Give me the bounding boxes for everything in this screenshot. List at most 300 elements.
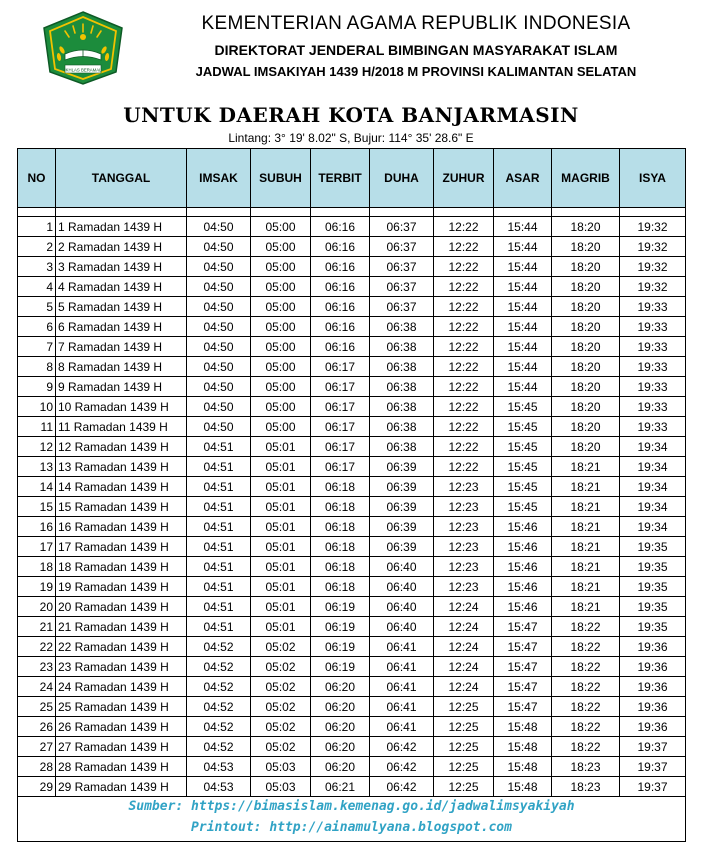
cell-magrib: 18:20 [552, 217, 620, 237]
cell-imsak: 04:50 [187, 377, 251, 397]
table-row [18, 257, 686, 277]
cell-zuhur: 12:22 [434, 377, 494, 397]
cell-tanggal: 17 Ramadan 1439 H [56, 537, 187, 557]
col-header: IMSAK [187, 149, 251, 208]
cell-isya: 19:35 [620, 577, 686, 597]
cell-duha: 06:37 [370, 297, 434, 317]
cell-imsak: 04:51 [187, 457, 251, 477]
cell-no: 25 [18, 697, 56, 717]
cell-tanggal: 21 Ramadan 1439 H [56, 617, 187, 637]
cell-imsak: 04:52 [187, 717, 251, 737]
cell-tanggal: 24 Ramadan 1439 H [56, 677, 187, 697]
cell-asar: 15:44 [494, 257, 552, 277]
cell-no: 3 [18, 257, 56, 277]
schedule-title: JADWAL IMSAKIYAH 1439 H/2018 M PROVINSI KALIMANTAN SELATAN [195, 64, 637, 79]
cell-no: 12 [18, 437, 56, 457]
cell-duha: 06:40 [370, 577, 434, 597]
col-header: DUHA [370, 149, 434, 208]
table-row [18, 657, 686, 677]
cell-no: 2 [18, 237, 56, 257]
cell-subuh: 05:01 [251, 437, 311, 457]
printout-link[interactable]: Printout: http://ainamulyana.blogspot.com [191, 820, 512, 835]
cell-isya: 19:34 [620, 477, 686, 497]
table-row [18, 377, 686, 397]
cell-imsak: 04:50 [187, 297, 251, 317]
cell-asar: 15:44 [494, 377, 552, 397]
cell-isya: 19:35 [620, 557, 686, 577]
cell-imsak: 04:51 [187, 557, 251, 577]
cell-terbit: 06:18 [311, 577, 370, 597]
cell-isya: 19:34 [620, 517, 686, 537]
cell-zuhur: 12:22 [434, 237, 494, 257]
table-row [18, 237, 686, 257]
cell-tanggal: 26 Ramadan 1439 H [56, 717, 187, 737]
cell-tanggal: 8 Ramadan 1439 H [56, 357, 187, 377]
cell-duha: 06:37 [370, 257, 434, 277]
cell-subuh: 05:02 [251, 717, 311, 737]
cell-asar: 15:46 [494, 537, 552, 557]
cell-asar: 15:46 [494, 557, 552, 577]
cell-subuh: 05:02 [251, 737, 311, 757]
table-row [18, 737, 686, 757]
cell-duha: 06:41 [370, 697, 434, 717]
cell-tanggal: 12 Ramadan 1439 H [56, 437, 187, 457]
table-row [18, 417, 686, 437]
cell-subuh: 05:00 [251, 337, 311, 357]
cell-zuhur: 12:25 [434, 697, 494, 717]
cell-asar: 15:45 [494, 457, 552, 477]
cell-subuh: 05:00 [251, 417, 311, 437]
cell-subuh: 05:00 [251, 357, 311, 377]
cell-zuhur: 12:25 [434, 777, 494, 797]
cell-terbit: 06:18 [311, 477, 370, 497]
cell-duha: 06:39 [370, 477, 434, 497]
cell-duha: 06:37 [370, 277, 434, 297]
cell-no: 18 [18, 557, 56, 577]
cell-tanggal: 29 Ramadan 1439 H [56, 777, 187, 797]
cell-isya: 19:32 [620, 257, 686, 277]
cell-asar: 15:48 [494, 757, 552, 777]
cell-magrib: 18:23 [552, 777, 620, 797]
cell-isya: 19:33 [620, 377, 686, 397]
cell-imsak: 04:50 [187, 277, 251, 297]
cell-zuhur: 12:22 [434, 397, 494, 417]
cell-magrib: 18:22 [552, 677, 620, 697]
cell-isya: 19:36 [620, 697, 686, 717]
table-row [18, 597, 686, 617]
cell-zuhur: 12:22 [434, 297, 494, 317]
cell-tanggal: 23 Ramadan 1439 H [56, 657, 187, 677]
cell-imsak: 04:51 [187, 577, 251, 597]
cell-terbit: 06:16 [311, 277, 370, 297]
col-header: ISYA [620, 149, 686, 208]
cell-asar: 15:47 [494, 617, 552, 637]
table-row [18, 217, 686, 237]
cell-imsak: 04:51 [187, 477, 251, 497]
cell-magrib: 18:20 [552, 437, 620, 457]
cell-duha: 06:38 [370, 337, 434, 357]
cell-terbit: 06:18 [311, 517, 370, 537]
cell-terbit: 06:20 [311, 757, 370, 777]
cell-duha: 06:39 [370, 457, 434, 477]
cell-imsak: 04:53 [187, 777, 251, 797]
cell-terbit: 06:17 [311, 437, 370, 457]
cell-tanggal: 27 Ramadan 1439 H [56, 737, 187, 757]
cell-imsak: 04:52 [187, 677, 251, 697]
cell-no: 26 [18, 717, 56, 737]
table-row [18, 457, 686, 477]
cell-zuhur: 12:25 [434, 757, 494, 777]
cell-terbit: 06:16 [311, 337, 370, 357]
cell-terbit: 06:20 [311, 677, 370, 697]
table-row [18, 297, 686, 317]
cell-zuhur: 12:22 [434, 357, 494, 377]
cell-terbit: 06:16 [311, 297, 370, 317]
cell-imsak: 04:50 [187, 257, 251, 277]
cell-terbit: 06:16 [311, 317, 370, 337]
cell-imsak: 04:50 [187, 357, 251, 377]
cell-asar: 15:46 [494, 597, 552, 617]
cell-tanggal: 2 Ramadan 1439 H [56, 237, 187, 257]
cell-no: 14 [18, 477, 56, 497]
cell-duha: 06:42 [370, 737, 434, 757]
cell-no: 17 [18, 537, 56, 557]
cell-subuh: 05:01 [251, 457, 311, 477]
cell-isya: 19:37 [620, 757, 686, 777]
cell-zuhur: 12:24 [434, 617, 494, 637]
cell-asar: 15:46 [494, 577, 552, 597]
cell-no: 10 [18, 397, 56, 417]
cell-tanggal: 7 Ramadan 1439 H [56, 337, 187, 357]
cell-tanggal: 10 Ramadan 1439 H [56, 397, 187, 417]
cell-asar: 15:45 [494, 417, 552, 437]
cell-duha: 06:37 [370, 217, 434, 237]
cell-duha: 06:38 [370, 357, 434, 377]
cell-subuh: 05:02 [251, 697, 311, 717]
cell-tanggal: 3 Ramadan 1439 H [56, 257, 187, 277]
cell-no: 19 [18, 577, 56, 597]
cell-asar: 15:44 [494, 237, 552, 257]
cell-subuh: 05:00 [251, 257, 311, 277]
table-row [18, 357, 686, 377]
cell-subuh: 05:02 [251, 677, 311, 697]
cell-no: 15 [18, 497, 56, 517]
cell-subuh: 05:01 [251, 577, 311, 597]
cell-isya: 19:36 [620, 677, 686, 697]
cell-no: 5 [18, 297, 56, 317]
table-row [18, 637, 686, 657]
cell-isya: 19:32 [620, 217, 686, 237]
directorate-title: DIREKTORAT JENDERAL BIMBINGAN MASYARAKAT ISLAM [214, 42, 618, 58]
cell-subuh: 05:00 [251, 217, 311, 237]
cell-asar: 15:46 [494, 517, 552, 537]
cell-magrib: 18:20 [552, 377, 620, 397]
cell-zuhur: 12:24 [434, 597, 494, 617]
cell-terbit: 06:20 [311, 717, 370, 737]
cell-subuh: 05:01 [251, 597, 311, 617]
cell-magrib: 18:20 [552, 317, 620, 337]
cell-duha: 06:41 [370, 637, 434, 657]
col-header: SUBUH [251, 149, 311, 208]
cell-imsak: 04:51 [187, 597, 251, 617]
cell-no: 7 [18, 337, 56, 357]
cell-tanggal: 18 Ramadan 1439 H [56, 557, 187, 577]
cell-duha: 06:40 [370, 557, 434, 577]
cell-duha: 06:38 [370, 397, 434, 417]
kemenag-logo [38, 10, 128, 86]
cell-asar: 15:47 [494, 697, 552, 717]
cell-imsak: 04:50 [187, 217, 251, 237]
cell-subuh: 05:02 [251, 637, 311, 657]
col-header: ZUHUR [434, 149, 494, 208]
footer-row [18, 797, 686, 842]
table-row [18, 497, 686, 517]
cell-isya: 19:33 [620, 397, 686, 417]
cell-magrib: 18:21 [552, 497, 620, 517]
cell-terbit: 06:20 [311, 737, 370, 757]
cell-asar: 15:47 [494, 657, 552, 677]
coordinates: Lintang: 3° 19' 8.02" S, Bujur: 114° 35' 28.6" E [228, 131, 474, 145]
cell-subuh: 05:01 [251, 617, 311, 637]
table-row [18, 617, 686, 637]
cell-asar: 15:45 [494, 477, 552, 497]
cell-subuh: 05:00 [251, 397, 311, 417]
cell-no: 27 [18, 737, 56, 757]
cell-tanggal: 4 Ramadan 1439 H [56, 277, 187, 297]
cell-duha: 06:37 [370, 237, 434, 257]
cell-imsak: 04:53 [187, 757, 251, 777]
cell-magrib: 18:21 [552, 517, 620, 537]
cell-no: 4 [18, 277, 56, 297]
col-header: MAGRIB [552, 149, 620, 208]
cell-asar: 15:44 [494, 357, 552, 377]
cell-imsak: 04:50 [187, 337, 251, 357]
cell-no: 22 [18, 637, 56, 657]
cell-isya: 19:35 [620, 617, 686, 637]
table-row [18, 517, 686, 537]
cell-terbit: 06:17 [311, 377, 370, 397]
cell-asar: 15:48 [494, 717, 552, 737]
cell-duha: 06:38 [370, 437, 434, 457]
cell-no: 1 [18, 217, 56, 237]
cell-zuhur: 12:24 [434, 657, 494, 677]
cell-asar: 15:45 [494, 497, 552, 517]
cell-imsak: 04:51 [187, 617, 251, 637]
cell-isya: 19:36 [620, 717, 686, 737]
cell-duha: 06:42 [370, 757, 434, 777]
cell-asar: 15:44 [494, 217, 552, 237]
cell-magrib: 18:21 [552, 537, 620, 557]
cell-subuh: 05:01 [251, 497, 311, 517]
region-title: UNTUK DAERAH KOTA BANJARMASIN [123, 103, 579, 127]
cell-imsak: 04:50 [187, 317, 251, 337]
cell-imsak: 04:52 [187, 657, 251, 677]
cell-duha: 06:38 [370, 377, 434, 397]
cell-zuhur: 12:23 [434, 477, 494, 497]
ministry-title: KEMENTERIAN AGAMA REPUBLIK INDONESIA [201, 13, 631, 34]
cell-no: 21 [18, 617, 56, 637]
cell-no: 24 [18, 677, 56, 697]
cell-subuh: 05:02 [251, 657, 311, 677]
cell-imsak: 04:52 [187, 637, 251, 657]
cell-zuhur: 12:22 [434, 257, 494, 277]
cell-magrib: 18:20 [552, 297, 620, 317]
cell-terbit: 06:21 [311, 777, 370, 797]
cell-magrib: 18:20 [552, 277, 620, 297]
cell-isya: 19:33 [620, 357, 686, 377]
logo-motto: IKHLAS BERAMAL [64, 67, 102, 73]
cell-asar: 15:44 [494, 277, 552, 297]
cell-no: 6 [18, 317, 56, 337]
cell-tanggal: 22 Ramadan 1439 H [56, 637, 187, 657]
cell-tanggal: 25 Ramadan 1439 H [56, 697, 187, 717]
cell-subuh: 05:01 [251, 477, 311, 497]
cell-no: 28 [18, 757, 56, 777]
spacer-row [18, 208, 686, 217]
cell-subuh: 05:00 [251, 317, 311, 337]
cell-zuhur: 12:22 [434, 337, 494, 357]
cell-zuhur: 12:22 [434, 457, 494, 477]
cell-duha: 06:39 [370, 537, 434, 557]
cell-asar: 15:48 [494, 737, 552, 757]
cell-imsak: 04:51 [187, 437, 251, 457]
table-row [18, 477, 686, 497]
cell-isya: 19:33 [620, 317, 686, 337]
cell-tanggal: 28 Ramadan 1439 H [56, 757, 187, 777]
table-row [18, 717, 686, 737]
col-header: ASAR [494, 149, 552, 208]
table-row [18, 557, 686, 577]
cell-duha: 06:39 [370, 517, 434, 537]
table-row [18, 677, 686, 697]
cell-imsak: 04:51 [187, 537, 251, 557]
cell-subuh: 05:01 [251, 537, 311, 557]
cell-imsak: 04:52 [187, 697, 251, 717]
cell-magrib: 18:22 [552, 737, 620, 757]
table-row [18, 437, 686, 457]
cell-magrib: 18:22 [552, 717, 620, 737]
cell-imsak: 04:50 [187, 237, 251, 257]
cell-duha: 06:42 [370, 777, 434, 797]
cell-tanggal: 5 Ramadan 1439 H [56, 297, 187, 317]
cell-no: 29 [18, 777, 56, 797]
cell-zuhur: 12:22 [434, 277, 494, 297]
col-header: TERBIT [311, 149, 370, 208]
cell-no: 13 [18, 457, 56, 477]
cell-magrib: 18:21 [552, 477, 620, 497]
cell-no: 23 [18, 657, 56, 677]
cell-duha: 06:39 [370, 497, 434, 517]
cell-magrib: 18:20 [552, 397, 620, 417]
cell-zuhur: 12:22 [434, 317, 494, 337]
cell-tanggal: 9 Ramadan 1439 H [56, 377, 187, 397]
cell-zuhur: 12:25 [434, 717, 494, 737]
cell-zuhur: 12:24 [434, 637, 494, 657]
cell-subuh: 05:03 [251, 777, 311, 797]
cell-tanggal: 1 Ramadan 1439 H [56, 217, 187, 237]
cell-magrib: 18:21 [552, 457, 620, 477]
cell-terbit: 06:17 [311, 357, 370, 377]
cell-zuhur: 12:22 [434, 437, 494, 457]
table-row [18, 577, 686, 597]
cell-asar: 15:47 [494, 637, 552, 657]
cell-magrib: 18:23 [552, 757, 620, 777]
cell-tanggal: 6 Ramadan 1439 H [56, 317, 187, 337]
cell-isya: 19:37 [620, 737, 686, 757]
cell-terbit: 06:17 [311, 397, 370, 417]
cell-terbit: 06:18 [311, 497, 370, 517]
cell-asar: 15:45 [494, 437, 552, 457]
cell-isya: 19:35 [620, 597, 686, 617]
cell-imsak: 04:50 [187, 397, 251, 417]
cell-subuh: 05:00 [251, 237, 311, 257]
cell-zuhur: 12:22 [434, 217, 494, 237]
cell-duha: 06:38 [370, 317, 434, 337]
cell-terbit: 06:17 [311, 417, 370, 437]
cell-isya: 19:33 [620, 297, 686, 317]
cell-imsak: 04:52 [187, 737, 251, 757]
cell-terbit: 06:19 [311, 637, 370, 657]
cell-magrib: 18:20 [552, 357, 620, 377]
cell-asar: 15:44 [494, 337, 552, 357]
cell-subuh: 05:01 [251, 517, 311, 537]
cell-isya: 19:33 [620, 417, 686, 437]
cell-tanggal: 11 Ramadan 1439 H [56, 417, 187, 437]
imsakiyah-table [17, 148, 686, 842]
table-row [18, 397, 686, 417]
cell-terbit: 06:16 [311, 217, 370, 237]
cell-magrib: 18:20 [552, 257, 620, 277]
col-header: NO [18, 149, 56, 208]
cell-zuhur: 12:23 [434, 517, 494, 537]
cell-terbit: 06:19 [311, 657, 370, 677]
cell-no: 11 [18, 417, 56, 437]
cell-zuhur: 12:24 [434, 677, 494, 697]
table-row [18, 537, 686, 557]
cell-isya: 19:33 [620, 337, 686, 357]
cell-duha: 06:41 [370, 657, 434, 677]
source-link[interactable]: Sumber: https://bimasislam.kemenag.go.id/jadwalimsyakiyah [128, 799, 575, 814]
cell-zuhur: 12:22 [434, 417, 494, 437]
cell-isya: 19:34 [620, 437, 686, 457]
cell-subuh: 05:03 [251, 757, 311, 777]
table-row [18, 777, 686, 797]
cell-isya: 19:36 [620, 637, 686, 657]
cell-terbit: 06:17 [311, 457, 370, 477]
cell-terbit: 06:19 [311, 597, 370, 617]
cell-subuh: 05:00 [251, 377, 311, 397]
cell-magrib: 18:20 [552, 337, 620, 357]
cell-isya: 19:34 [620, 497, 686, 517]
cell-tanggal: 13 Ramadan 1439 H [56, 457, 187, 477]
cell-magrib: 18:22 [552, 617, 620, 637]
cell-duha: 06:40 [370, 597, 434, 617]
cell-imsak: 04:51 [187, 497, 251, 517]
cell-tanggal: 15 Ramadan 1439 H [56, 497, 187, 517]
cell-asar: 15:44 [494, 317, 552, 337]
cell-subuh: 05:01 [251, 557, 311, 577]
table-header-row [18, 149, 686, 208]
cell-magrib: 18:22 [552, 637, 620, 657]
table-row [18, 757, 686, 777]
cell-duha: 06:40 [370, 617, 434, 637]
cell-zuhur: 12:23 [434, 497, 494, 517]
cell-tanggal: 20 Ramadan 1439 H [56, 597, 187, 617]
cell-subuh: 05:00 [251, 297, 311, 317]
cell-isya: 19:36 [620, 657, 686, 677]
cell-terbit: 06:19 [311, 617, 370, 637]
cell-duha: 06:38 [370, 417, 434, 437]
